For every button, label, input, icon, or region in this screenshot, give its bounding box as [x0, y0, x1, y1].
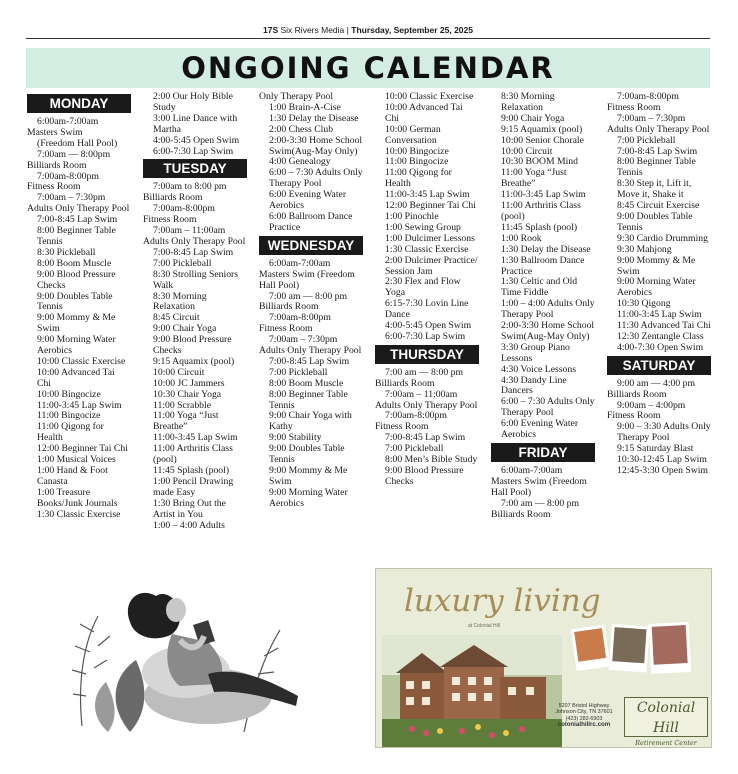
- day-header-saturday: SATURDAY: [607, 356, 711, 375]
- calendar-entry: 4:00-5:45 Open Swim: [385, 320, 472, 332]
- calendar-entry: 8:00 Boom Muscle: [269, 377, 344, 389]
- calendar-entry: 7:00-8:45 Lap Swim: [385, 432, 466, 444]
- calendar-entry: 4:00-5:45 Open Swim: [153, 134, 240, 146]
- calendar-entry: Billiards Room: [143, 192, 203, 204]
- calendar-entry: 7:00 am — 8:00 pm: [385, 366, 464, 378]
- calendar-entry: 11:00 Qigong for Health: [37, 421, 104, 444]
- day-header-wednesday: WEDNESDAY: [259, 236, 363, 255]
- calendar-entry: 7:00-8:45 Lap Swim: [269, 355, 350, 367]
- calendar-entry: 10:00 German Conversation: [385, 123, 441, 146]
- calendar-entry: 9:00am – 4:00pm: [617, 399, 686, 411]
- calendar-entry: 7:00am – 11:00am: [153, 225, 226, 237]
- calendar-entry: 6:00 Ballroom Dance Practice: [269, 210, 353, 233]
- calendar-entry: 9:15 Aquamix (pool): [501, 123, 583, 135]
- calendar-entry: 6:00 Evening Water Aerobics: [501, 418, 579, 441]
- ad-building-photo: [382, 635, 562, 747]
- calendar-entry: 7:00-8:45 Lap Swim: [617, 145, 698, 157]
- calendar-entry: 6:00am-7:00am: [37, 116, 99, 127]
- ad-brand-sub: Retirement Center: [635, 739, 697, 747]
- calendar-entry: Fitness Room: [259, 323, 313, 335]
- calendar-entry: 9:00 Morning Water Aerobics: [269, 486, 348, 509]
- calendar-entry: Billiards Room: [607, 388, 667, 400]
- calendar-column-5: [491, 92, 595, 521]
- calendar-entry: 7:00am-8:00pm: [153, 203, 215, 215]
- calendar-entry: 12:45-3:30 Open Swim: [617, 465, 708, 476]
- woman-face: [166, 598, 186, 622]
- calendar-entry: Fitness Room: [607, 410, 661, 422]
- calendar-entry: 9:00 Morning Water Aerobics: [617, 276, 696, 299]
- ad-address: 5207 Bristol Highway: [558, 703, 610, 709]
- day-header-friday: FRIDAY: [491, 443, 595, 462]
- calendar-entry: 1:00 Sewing Group: [385, 221, 461, 233]
- calendar-entry: 9:00 Blood Pressure Checks: [37, 268, 116, 291]
- calendar-entry: 2:30 Flex and Flow Yoga: [385, 276, 461, 299]
- calendar-entry: 11:00 Yoga “Just Breathe”: [153, 410, 219, 433]
- calendar-entry: 2:00 Dulcimer Practice/ Session Jam: [385, 254, 478, 277]
- calendar-entry: 9:00 Mommy & Me Swim: [269, 465, 348, 487]
- calendar-entry: Billiards Room: [259, 301, 319, 313]
- calendar-entry: 7:00 am — 8:00 pm: [269, 290, 348, 302]
- calendar-entry: Billiards Room: [27, 159, 87, 171]
- calendar-entry: 1:00 Dulcimer Lessons: [385, 232, 475, 244]
- calendar-column-3: [259, 92, 363, 510]
- calendar-entry: 12:30 Zentangle Class: [617, 330, 704, 342]
- calendar-entry: 12:00 Beginner Tai Chi: [37, 443, 128, 455]
- colonial-hill-ad[interactable]: [375, 568, 712, 748]
- calendar-entry: 7:00am to 8:00 pm: [153, 181, 227, 193]
- page-number: 17S: [263, 25, 279, 35]
- header-separator: |: [346, 25, 349, 35]
- page-header: [26, 22, 710, 38]
- ad-brand-name: Colonial Hill: [636, 700, 696, 736]
- calendar-entry: Adults Only Therapy Pool: [143, 235, 246, 247]
- calendar-entry: 11:00-3:45 Lap Swim: [617, 309, 702, 321]
- calendar-entry: 8:00 Beginner Table Tennis: [37, 225, 116, 247]
- calendar-entry: Fitness Room: [375, 421, 429, 433]
- calendar-entry: 3:30 Group Piano Lessons: [501, 341, 570, 364]
- calendar-entry: Masters Swim (Freedom Hall Pool): [259, 268, 355, 291]
- calendar-entry: 8:30 Step it, Lift it, Move it, Shake it: [617, 178, 692, 201]
- calendar-entry: 11:00 Scrabble: [153, 399, 212, 411]
- ad-resident-photos: [570, 621, 705, 681]
- calendar-entry: 6:00-7:30 Lap Swim: [153, 145, 234, 157]
- calendar-entry: 11:30 Advanced Tai Chi: [617, 320, 711, 332]
- calendar-entry: 1:30 Delay the Disease: [501, 243, 591, 255]
- calendar-entry: 6:00am-7:00am: [269, 257, 331, 269]
- calendar-entry: 10:00 Advanced Tai Chi: [385, 101, 463, 124]
- calendar-entry: 1:00 Brain-A-Cise: [269, 101, 341, 113]
- calendar-entry: 8:45 Circuit: [153, 312, 200, 324]
- calendar-entry: 7:00am-8:00pm: [617, 91, 679, 102]
- calendar-entry: 9:00 – 3:30 Adults Only Therapy Pool: [617, 421, 711, 444]
- calendar-entry: 7:00am – 7:30pm: [37, 192, 106, 204]
- calendar-column-1: [27, 92, 131, 521]
- calendar-column-6: [607, 92, 711, 477]
- calendar-entry: 7:00 Pickleball: [153, 257, 212, 269]
- calendar-entry: Adults Only Therapy Pool: [27, 203, 130, 215]
- calendar-entry: 2:00 Chess Club: [269, 123, 334, 135]
- ad-website-link[interactable]: colonialhillrc.com: [557, 720, 611, 728]
- calendar-entry: 6:00am-7:00am: [501, 465, 563, 476]
- ad-contact-info: [544, 703, 624, 728]
- calendar-entry: 9:15 Aquamix (pool): [153, 355, 235, 367]
- calendar-entry: 1:30 Ballroom Dance Practice: [501, 254, 585, 277]
- ad-city: Johnson City, TN 37601: [555, 709, 613, 716]
- calendar-entry: Billiards Room: [491, 508, 551, 520]
- calendar-entry: 9:00 Mommy & Me Swim: [617, 254, 696, 277]
- calendar-entry: 11:00 Yoga “Just Breathe”: [501, 167, 567, 190]
- calendar-entry: 7:00am – 7:30pm: [269, 334, 338, 346]
- ad-phone: (423) 282-6903: [565, 715, 603, 722]
- calendar-entry: 9:00 Stability: [269, 432, 322, 444]
- calendar-entry: 4:30 Dandy Line Dancers: [501, 374, 567, 397]
- calendar-entry: 1:00 – 4:00 Adults Only Therapy Pool: [501, 298, 595, 321]
- calendar-entry: 1:00 Musical Voices: [37, 454, 116, 466]
- calendar-entry: 10:30 BOOM Mind: [501, 156, 578, 168]
- calendar-entry: 10:00 Classic Exercise: [385, 91, 474, 102]
- calendar-entry: 10:00 Senior Chorale: [501, 134, 584, 146]
- calendar-entry: Masters Swim: [27, 126, 83, 138]
- calendar-entry: 7:00-8:45 Lap Swim: [153, 246, 234, 258]
- calendar-entry: 7:00 am — 8:00 pm: [501, 497, 580, 509]
- calendar-entry: 9:00 Blood Pressure Checks: [385, 465, 464, 487]
- calendar-entry: 1:00 – 4:00 Adults: [153, 519, 225, 531]
- calendar-entry: 10:00 JC Jammers: [153, 377, 225, 389]
- calendar-entry: 7:00am-8:00pm: [269, 312, 331, 324]
- title-band: [26, 48, 710, 88]
- calendar-entry: 12:00 Beginner Tai Chi: [385, 200, 476, 212]
- calendar-entry: 7:00am-8:00pm: [385, 410, 447, 422]
- calendar-entry: 11:00 Arthritis Class (pool): [501, 200, 581, 222]
- leaf-shape: [116, 660, 145, 732]
- calendar-entry: 8:30 Strolling Seniors Walk: [153, 268, 239, 291]
- calendar-entry: 9:00 Chair Yoga: [153, 323, 217, 335]
- calendar-entry: 7:00 Pickleball: [617, 134, 676, 146]
- calendar-entry: 6:00-7:30 Lap Swim: [385, 330, 466, 342]
- publication-name: Six Rivers Media: [280, 25, 345, 35]
- calendar-entry: 7:00 Pickleball: [269, 366, 328, 378]
- calendar-entry: 7:00am – 11:00am: [385, 388, 458, 400]
- calendar-entry: 8:00 Boom Muscle: [37, 257, 112, 269]
- calendar-entry: 2:00 Our Holy Bible Study: [153, 91, 233, 113]
- calendar-entry: 11:00 Arthritis Class (pool): [153, 443, 233, 466]
- calendar-entry: Fitness Room: [27, 181, 81, 193]
- calendar-entry: 1:30 Bring Out the Artist in You: [153, 497, 226, 520]
- calendar-entry: Fitness Room: [607, 101, 661, 113]
- calendar-entry: 9:00 am — 4:00 pm: [617, 377, 696, 389]
- calendar-entry: 9:00 Chair Yoga with Kathy: [269, 410, 352, 433]
- calendar-entry: Adults Only Therapy Pool: [259, 345, 362, 357]
- page-title: ONGOING CALENDAR: [181, 51, 555, 85]
- calendar-entry: 4:00 Genealogy: [269, 156, 331, 168]
- calendar-entry: 11:00-3:45 Lap Swim: [385, 189, 470, 201]
- calendar-entry: 7:00am — 8:00pm: [37, 148, 111, 160]
- calendar-entry: 6:15-7:30 Lovin Line Dance: [385, 298, 469, 321]
- calendar-entry: 10:00 Bingocize: [385, 145, 449, 157]
- calendar-entry: Masters Swim (Freedom Hall Pool): [491, 475, 587, 498]
- day-header-tuesday: TUESDAY: [143, 159, 247, 178]
- calendar-entry: 9:30 Mahjong: [617, 243, 672, 255]
- woman-reading-illustration: [68, 556, 330, 732]
- calendar-entry: 3:00 Line Dance with Martha: [153, 112, 238, 135]
- calendar-entry: 10:00 Advanced Tai Chi: [37, 366, 115, 389]
- calendar-entry: (Freedom Hall Pool): [37, 137, 118, 149]
- calendar-entry: 9:00 Chair Yoga: [501, 112, 565, 124]
- calendar-entry: 11:00 Qigong for Health: [385, 167, 452, 190]
- calendar-entry: 10:00 Circuit: [153, 366, 205, 378]
- calendar-entry: Only Therapy Pool: [259, 91, 334, 102]
- calendar-entry: 1:00 Pencil Drawing made Easy: [153, 475, 234, 498]
- calendar-entry: 10:30 Qigong: [617, 298, 671, 310]
- calendar-entry: 11:00 Bingocize: [385, 156, 449, 168]
- calendar-entry: 6:00 Evening Water Aerobics: [269, 189, 347, 212]
- calendar-column-2: [143, 92, 247, 531]
- ad-headline-sub: at Colonial Hill: [468, 623, 500, 629]
- calendar-entry: 4:00-7:30 Open Swim: [617, 341, 704, 353]
- calendar-column-4: [375, 92, 479, 488]
- calendar-entry: 8:30 Morning Relaxation: [153, 290, 207, 313]
- calendar-entry: 1:30 Delay the Disease: [269, 112, 359, 124]
- calendar-entry: 4:30 Voice Lessons: [501, 363, 576, 375]
- calendar-entry: 11:00-3:45 Lap Swim: [153, 432, 238, 444]
- calendar-entry: 9:00 Blood Pressure Checks: [153, 334, 232, 357]
- leaf-shape-2: [95, 682, 115, 732]
- calendar-entry: 1:00 Treasure Books/Junk Journals: [37, 486, 118, 509]
- calendar-entry: 7:00am – 7:30pm: [617, 112, 686, 124]
- calendar-entry: 7:00am-8:00pm: [37, 170, 99, 182]
- calendar-entry: 2:00-3:30 Home School Swim(Aug-May Only): [501, 320, 595, 342]
- header-rule: [26, 38, 710, 39]
- calendar-entry: 10:00 Bingocize: [37, 388, 101, 400]
- calendar-entry: 1:30 Classic Exercise: [37, 508, 121, 520]
- calendar-entry: 8:30 Pickleball: [37, 246, 96, 258]
- calendar-entry: 6:00 – 7:30 Adults Only Therapy Pool: [269, 167, 363, 190]
- issue-date: Thursday, September 25, 2025: [351, 25, 473, 35]
- calendar-entry: 9:15 Saturday Blast: [617, 443, 694, 455]
- calendar-entry: 1:00 Rook: [501, 232, 542, 244]
- calendar-entry: 11:00-3:45 Lap Swim: [37, 399, 122, 411]
- calendar-entry: 10:00 Circuit: [501, 145, 553, 157]
- calendar-entry: 9:00 Doubles Table Tennis: [37, 290, 113, 313]
- calendar-entry: 6:00 – 7:30 Adults Only Therapy Pool: [501, 396, 595, 419]
- calendar-entry: 8:00 Beginner Table Tennis: [617, 156, 696, 179]
- calendar-entry: 1:30 Classic Exercise: [385, 243, 469, 255]
- ad-brand-logo: [624, 697, 708, 747]
- day-header-thursday: THURSDAY: [375, 345, 479, 364]
- calendar-entry: 8:00 Men’s Bible Study: [385, 454, 478, 466]
- calendar-entry: 2:00-3:30 Home School Swim(Aug-May Only): [269, 134, 363, 157]
- calendar-entry: 11:45 Splash (pool): [501, 221, 578, 233]
- day-header-monday: MONDAY: [27, 94, 131, 113]
- calendar-entry: 1:00 Pinochle: [385, 210, 439, 222]
- calendar-entry: 10:30 Chair Yoga: [153, 388, 222, 400]
- calendar-entry: Adults Only Therapy Pool: [607, 123, 710, 135]
- calendar-entry: 10:00 Classic Exercise: [37, 355, 126, 367]
- calendar-entry: Adults Only Therapy Pool: [375, 399, 478, 411]
- calendar-entry: 7:00 Pickleball: [385, 443, 444, 455]
- calendar-entry: 9:00 Mommy & Me Swim: [37, 312, 116, 335]
- ad-headline: luxury living: [404, 583, 601, 619]
- calendar-entry: 1:30 Celtic and Old Time Fiddle: [501, 276, 578, 299]
- calendar-entry: 9:00 Morning Water Aerobics: [37, 334, 116, 357]
- calendar-entry: Billiards Room: [375, 377, 435, 389]
- calendar-entry: 9:00 Doubles Table Tennis: [269, 443, 345, 466]
- calendar-entry: 1:00 Hand & Foot Canasta: [37, 465, 108, 487]
- calendar-entry: 11:45 Splash (pool): [153, 465, 230, 476]
- calendar-entry: 9:30 Cardio Drumming: [617, 232, 708, 244]
- calendar-entry: Fitness Room: [143, 214, 197, 226]
- calendar-entry: 8:30 Morning Relaxation: [501, 91, 555, 113]
- calendar-entry: 8:00 Beginner Table Tennis: [269, 388, 348, 411]
- calendar-entry: 11:00-3:45 Lap Swim: [501, 189, 586, 201]
- calendar-entry: 7:00-8:45 Lap Swim: [37, 214, 118, 226]
- calendar-entry: 9:00 Doubles Table Tennis: [617, 210, 693, 233]
- calendar-entry: 8:45 Circuit Exercise: [617, 200, 700, 212]
- calendar-entry: 11:00 Bingocize: [37, 410, 101, 422]
- calendar-entry: 10:30-12:45 Lap Swim: [617, 454, 707, 466]
